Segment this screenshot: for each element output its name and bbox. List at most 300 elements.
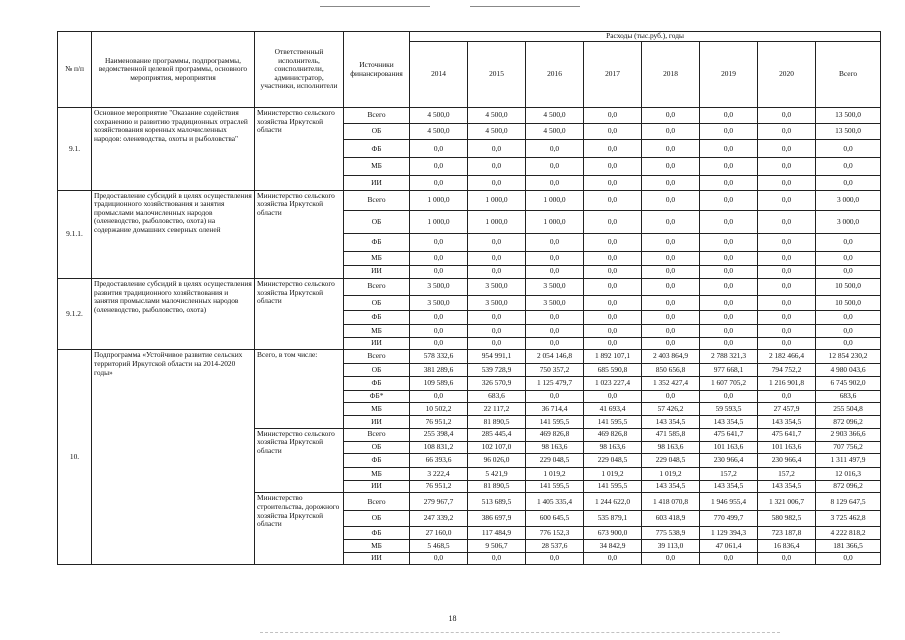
year-value: 770 499,7 xyxy=(700,511,758,527)
year-value: 1 000,0 xyxy=(410,190,468,210)
year-value: 0,0 xyxy=(642,190,700,210)
table-row xyxy=(58,190,881,210)
total-value: 8 129 647,5 xyxy=(816,493,881,511)
total-value: 872 096,2 xyxy=(816,416,881,428)
row-number: 9.1. xyxy=(58,108,92,191)
year-value: 1 352 427,4 xyxy=(642,377,700,390)
program-name: Предоставление субсидий в целях осуществления традиционного хозяйствования и занятия промыслами малочисленных народов (оленеводство, рыболовство, охота) на содержание домашних северных оленей xyxy=(92,190,255,278)
total-value: 3 000,0 xyxy=(816,190,881,210)
year-value: 0,0 xyxy=(700,176,758,191)
total-value: 12 016,3 xyxy=(816,467,881,480)
year-value: 0,0 xyxy=(526,234,584,252)
responsible-executor: Министерство сельского хозяйства Иркутской области xyxy=(255,428,344,493)
year-value: 0,0 xyxy=(758,108,816,124)
header-year: Всего xyxy=(816,42,881,108)
program-name: Предоставление субсидий в целях осуществления развития традиционного хозяйствования и занятия промыслами малочисленных народов (оленеводство, рыболовство, охота) xyxy=(92,278,255,349)
year-value: 0,0 xyxy=(758,176,816,191)
year-value: 0,0 xyxy=(642,338,700,350)
year-value: 0,0 xyxy=(410,338,468,350)
year-value: 101 163,6 xyxy=(700,441,758,453)
year-value: 0,0 xyxy=(700,278,758,295)
total-value: 0,0 xyxy=(816,158,881,176)
year-value: 102 107,0 xyxy=(468,441,526,453)
funding-source: ИИ xyxy=(344,338,410,350)
year-value: 0,0 xyxy=(410,234,468,252)
year-value: 0,0 xyxy=(642,210,700,233)
year-value: 143 354,5 xyxy=(642,481,700,493)
funding-source: ФБ xyxy=(344,454,410,467)
year-value: 850 656,8 xyxy=(642,363,700,376)
program-name: Подпрограмма «Устойчивое развитие сельских территорий Иркутской области на 2014-2020 годы» xyxy=(92,350,255,565)
total-value: 0,0 xyxy=(816,234,881,252)
year-value: 143 354,5 xyxy=(758,416,816,428)
funding-source: ИИ xyxy=(344,176,410,191)
funding-source: ИИ xyxy=(344,416,410,428)
year-value: 247 339,2 xyxy=(410,511,468,527)
year-value: 0,0 xyxy=(642,324,700,337)
year-value: 1 418 070,8 xyxy=(642,493,700,511)
total-value: 255 504,8 xyxy=(816,402,881,415)
year-value: 683,6 xyxy=(468,390,526,402)
year-value: 471 585,8 xyxy=(642,428,700,441)
year-value: 1 019,2 xyxy=(584,467,642,480)
funding-source: ИИ xyxy=(344,552,410,564)
year-value: 0,0 xyxy=(642,234,700,252)
total-value: 0,0 xyxy=(816,311,881,324)
year-value: 22 117,2 xyxy=(468,402,526,415)
year-value: 0,0 xyxy=(468,324,526,337)
year-value: 141 595,5 xyxy=(584,481,642,493)
table-row xyxy=(58,278,881,295)
year-value: 469 826,8 xyxy=(584,428,642,441)
year-value: 750 357,2 xyxy=(526,363,584,376)
year-value: 0,0 xyxy=(700,552,758,564)
year-value: 0,0 xyxy=(584,210,642,233)
year-value: 117 484,9 xyxy=(468,526,526,539)
year-value: 3 500,0 xyxy=(526,278,584,295)
year-value: 3 500,0 xyxy=(468,295,526,311)
year-value: 0,0 xyxy=(758,210,816,233)
year-value: 1 019,2 xyxy=(526,467,584,480)
year-value: 3 500,0 xyxy=(410,295,468,311)
year-value: 2 403 864,9 xyxy=(642,350,700,363)
year-value: 513 689,5 xyxy=(468,493,526,511)
year-value: 4 500,0 xyxy=(410,123,468,140)
row-number: 9.1.1. xyxy=(58,190,92,278)
year-value: 0,0 xyxy=(642,176,700,191)
responsible-executor: Всего, в том числе: xyxy=(255,350,344,428)
funding-source: МБ xyxy=(344,158,410,176)
year-value: 578 332,6 xyxy=(410,350,468,363)
funding-source: ИИ xyxy=(344,481,410,493)
year-value: 5 468,5 xyxy=(410,540,468,552)
year-value: 0,0 xyxy=(700,108,758,124)
total-value: 0,0 xyxy=(816,552,881,564)
year-value: 47 061,4 xyxy=(700,540,758,552)
table-row xyxy=(58,108,881,124)
year-value: 1 892 107,1 xyxy=(584,350,642,363)
year-value: 0,0 xyxy=(584,176,642,191)
year-value: 685 590,8 xyxy=(584,363,642,376)
year-value: 0,0 xyxy=(758,390,816,402)
year-value: 723 187,8 xyxy=(758,526,816,539)
year-value: 600 645,5 xyxy=(526,511,584,527)
total-value: 872 096,2 xyxy=(816,481,881,493)
year-value: 0,0 xyxy=(758,190,816,210)
year-value: 109 589,6 xyxy=(410,377,468,390)
year-value: 469 826,8 xyxy=(526,428,584,441)
total-value: 0,0 xyxy=(816,324,881,337)
total-value: 12 854 230,2 xyxy=(816,350,881,363)
year-value: 0,0 xyxy=(410,140,468,158)
year-value: 1 000,0 xyxy=(468,210,526,233)
header-responsible: Ответственный исполнитель, соисполнители, администратор, участники, исполнители xyxy=(255,32,344,108)
funding-source: ОБ xyxy=(344,363,410,376)
year-value: 0,0 xyxy=(758,252,816,265)
year-value: 255 398,4 xyxy=(410,428,468,441)
year-value: 0,0 xyxy=(642,390,700,402)
year-value: 1 000,0 xyxy=(526,210,584,233)
year-value: 39 113,0 xyxy=(642,540,700,552)
year-value: 229 048,5 xyxy=(642,454,700,467)
year-value: 143 354,5 xyxy=(758,481,816,493)
year-value: 5 421,9 xyxy=(468,467,526,480)
year-value: 0,0 xyxy=(468,176,526,191)
year-value: 3 500,0 xyxy=(468,278,526,295)
total-value: 4 980 043,6 xyxy=(816,363,881,376)
total-value: 0,0 xyxy=(816,265,881,278)
year-value: 3 222,4 xyxy=(410,467,468,480)
funding-source: ФБ xyxy=(344,526,410,539)
total-value: 707 756,2 xyxy=(816,441,881,453)
year-value: 0,0 xyxy=(584,108,642,124)
year-value: 41 693,4 xyxy=(584,402,642,415)
year-value: 16 836,4 xyxy=(758,540,816,552)
year-value: 0,0 xyxy=(410,324,468,337)
funding-source: ФБ xyxy=(344,377,410,390)
year-value: 0,0 xyxy=(700,123,758,140)
year-value: 1 405 335,4 xyxy=(526,493,584,511)
year-value: 0,0 xyxy=(584,140,642,158)
year-value: 0,0 xyxy=(642,278,700,295)
year-value: 0,0 xyxy=(410,176,468,191)
year-value: 143 354,5 xyxy=(700,416,758,428)
year-value: 66 393,6 xyxy=(410,454,468,467)
year-value: 0,0 xyxy=(410,390,468,402)
year-value: 0,0 xyxy=(700,324,758,337)
year-value: 0,0 xyxy=(584,190,642,210)
year-value: 580 982,5 xyxy=(758,511,816,527)
year-value: 535 879,1 xyxy=(584,511,642,527)
year-value: 0,0 xyxy=(758,295,816,311)
row-number: 9.1.2. xyxy=(58,278,92,349)
year-value: 0,0 xyxy=(700,190,758,210)
table-body xyxy=(58,108,881,565)
total-value: 3 000,0 xyxy=(816,210,881,233)
year-value: 539 728,9 xyxy=(468,363,526,376)
header-year: 2016 xyxy=(526,42,584,108)
program-name: Основное мероприятие "Оказание содействия сохранению и развитию традиционных отраслей хозяйствования коренных малочисленных народов: оленеводства, охоты и рыболовства" xyxy=(92,108,255,191)
funding-source: ИИ xyxy=(344,265,410,278)
year-value: 0,0 xyxy=(526,158,584,176)
header-expenses: Расходы (тыс.руб.), годы xyxy=(410,32,881,42)
total-value: 2 903 366,6 xyxy=(816,428,881,441)
year-value: 3 500,0 xyxy=(410,278,468,295)
funding-source: ФБ* xyxy=(344,390,410,402)
year-value: 3 500,0 xyxy=(526,295,584,311)
header-year: 2014 xyxy=(410,42,468,108)
year-value: 0,0 xyxy=(410,265,468,278)
year-value: 98 163,6 xyxy=(526,441,584,453)
total-value: 1 311 497,9 xyxy=(816,454,881,467)
year-value: 0,0 xyxy=(700,295,758,311)
year-value: 0,0 xyxy=(700,338,758,350)
year-value: 0,0 xyxy=(642,123,700,140)
year-value: 0,0 xyxy=(584,234,642,252)
year-value: 0,0 xyxy=(758,278,816,295)
year-value: 34 842,9 xyxy=(584,540,642,552)
year-value: 230 966,4 xyxy=(758,454,816,467)
year-value: 4 500,0 xyxy=(410,108,468,124)
year-value: 96 026,0 xyxy=(468,454,526,467)
year-value: 794 752,2 xyxy=(758,363,816,376)
year-value: 0,0 xyxy=(758,265,816,278)
year-value: 76 951,2 xyxy=(410,481,468,493)
total-value: 13 500,0 xyxy=(816,108,881,124)
responsible-executor: Министерство сельского хозяйства Иркутской области xyxy=(255,108,344,191)
year-value: 775 538,9 xyxy=(642,526,700,539)
year-value: 0,0 xyxy=(642,108,700,124)
year-value: 0,0 xyxy=(468,552,526,564)
year-value: 0,0 xyxy=(758,140,816,158)
funding-source: МБ xyxy=(344,540,410,552)
funding-source: Всего xyxy=(344,350,410,363)
year-value: 386 697,9 xyxy=(468,511,526,527)
year-value: 0,0 xyxy=(584,324,642,337)
year-value: 0,0 xyxy=(584,390,642,402)
year-value: 98 163,6 xyxy=(584,441,642,453)
funding-source: ФБ xyxy=(344,234,410,252)
funding-source: Всего xyxy=(344,108,410,124)
year-value: 141 595,5 xyxy=(526,481,584,493)
year-value: 1 946 955,4 xyxy=(700,493,758,511)
funding-source: Всего xyxy=(344,493,410,511)
total-value: 4 222 818,2 xyxy=(816,526,881,539)
year-value: 98 163,6 xyxy=(642,441,700,453)
year-value: 2 182 466,4 xyxy=(758,350,816,363)
year-value: 1 321 006,7 xyxy=(758,493,816,511)
year-value: 0,0 xyxy=(758,311,816,324)
year-value: 1 129 394,3 xyxy=(700,526,758,539)
year-value: 108 831,2 xyxy=(410,441,468,453)
year-value: 0,0 xyxy=(758,324,816,337)
year-value: 1 244 622,0 xyxy=(584,493,642,511)
year-value: 0,0 xyxy=(410,311,468,324)
total-value: 0,0 xyxy=(816,140,881,158)
row-number: 10. xyxy=(58,350,92,565)
year-value: 0,0 xyxy=(468,265,526,278)
funding-source: МБ xyxy=(344,252,410,265)
year-value: 2 788 321,3 xyxy=(700,350,758,363)
page-number: 18 xyxy=(448,614,457,623)
year-value: 0,0 xyxy=(584,295,642,311)
total-value: 683,6 xyxy=(816,390,881,402)
funding-source: МБ xyxy=(344,402,410,415)
year-value: 4 500,0 xyxy=(526,123,584,140)
year-value: 0,0 xyxy=(758,123,816,140)
header-year: 2020 xyxy=(758,42,816,108)
year-value: 4 500,0 xyxy=(468,108,526,124)
year-value: 1 216 901,8 xyxy=(758,377,816,390)
year-value: 0,0 xyxy=(642,140,700,158)
year-value: 76 951,2 xyxy=(410,416,468,428)
year-value: 0,0 xyxy=(526,324,584,337)
year-value: 141 595,5 xyxy=(526,416,584,428)
year-value: 0,0 xyxy=(584,338,642,350)
year-value: 27 160,0 xyxy=(410,526,468,539)
year-value: 141 595,5 xyxy=(584,416,642,428)
total-value: 0,0 xyxy=(816,252,881,265)
year-value: 0,0 xyxy=(584,252,642,265)
year-value: 0,0 xyxy=(642,295,700,311)
funding-source: ФБ xyxy=(344,140,410,158)
year-value: 0,0 xyxy=(584,265,642,278)
total-value: 13 500,0 xyxy=(816,123,881,140)
year-value: 101 163,6 xyxy=(758,441,816,453)
year-value: 0,0 xyxy=(700,252,758,265)
responsible-executor: Министерство строительства, дорожного хозяйства Иркутской области xyxy=(255,493,344,565)
funding-source: МБ xyxy=(344,324,410,337)
year-value: 0,0 xyxy=(584,278,642,295)
year-value: 0,0 xyxy=(700,140,758,158)
year-value: 0,0 xyxy=(584,123,642,140)
year-value: 230 966,4 xyxy=(700,454,758,467)
funding-source: ОБ xyxy=(344,210,410,233)
year-value: 229 048,5 xyxy=(584,454,642,467)
funding-source: Всего xyxy=(344,278,410,295)
year-value: 28 537,6 xyxy=(526,540,584,552)
year-value: 0,0 xyxy=(526,252,584,265)
year-value: 0,0 xyxy=(642,265,700,278)
total-value: 6 745 902,0 xyxy=(816,377,881,390)
year-value: 0,0 xyxy=(526,140,584,158)
year-value: 0,0 xyxy=(526,265,584,278)
header-year: 2017 xyxy=(584,42,642,108)
funding-source: ОБ xyxy=(344,123,410,140)
header-year: 2019 xyxy=(700,42,758,108)
year-value: 0,0 xyxy=(700,234,758,252)
year-value: 157,2 xyxy=(758,467,816,480)
year-value: 4 500,0 xyxy=(526,108,584,124)
year-value: 0,0 xyxy=(468,140,526,158)
year-value: 0,0 xyxy=(584,158,642,176)
total-value: 0,0 xyxy=(816,176,881,191)
year-value: 1 000,0 xyxy=(468,190,526,210)
year-value: 143 354,5 xyxy=(700,481,758,493)
year-value: 81 890,5 xyxy=(468,481,526,493)
funding-source: ОБ xyxy=(344,295,410,311)
funding-source: ОБ xyxy=(344,511,410,527)
year-value: 0,0 xyxy=(758,552,816,564)
year-value: 0,0 xyxy=(468,158,526,176)
year-value: 0,0 xyxy=(758,158,816,176)
year-value: 0,0 xyxy=(642,158,700,176)
total-value: 3 725 462,8 xyxy=(816,511,881,527)
year-value: 954 991,1 xyxy=(468,350,526,363)
header-num: № п/п xyxy=(58,32,92,108)
year-value: 475 641,7 xyxy=(700,428,758,441)
total-value: 10 500,0 xyxy=(816,278,881,295)
year-value: 0,0 xyxy=(526,390,584,402)
year-value: 0,0 xyxy=(642,252,700,265)
year-value: 0,0 xyxy=(526,311,584,324)
year-value: 0,0 xyxy=(584,311,642,324)
scan-mark-right xyxy=(470,6,580,12)
year-value: 673 900,0 xyxy=(584,526,642,539)
year-value: 10 502,2 xyxy=(410,402,468,415)
funding-source: ОБ xyxy=(344,441,410,453)
table-row xyxy=(58,350,881,363)
expense-table xyxy=(57,31,881,565)
year-value: 0,0 xyxy=(468,234,526,252)
year-value: 36 714,4 xyxy=(526,402,584,415)
year-value: 0,0 xyxy=(526,552,584,564)
year-value: 776 152,3 xyxy=(526,526,584,539)
year-value: 0,0 xyxy=(410,158,468,176)
header-year: 2015 xyxy=(468,42,526,108)
scan-mark-left xyxy=(320,6,430,12)
year-value: 603 418,9 xyxy=(642,511,700,527)
responsible-executor: Министерство сельского хозяйства Иркутской области xyxy=(255,190,344,278)
responsible-executor: Министерство сельского хозяйства Иркутской области xyxy=(255,278,344,349)
year-value: 0,0 xyxy=(758,338,816,350)
header-sources: Источники финансирования xyxy=(344,32,410,108)
year-value: 0,0 xyxy=(700,265,758,278)
year-value: 326 570,9 xyxy=(468,377,526,390)
year-value: 229 048,5 xyxy=(526,454,584,467)
year-value: 0,0 xyxy=(410,252,468,265)
year-value: 4 500,0 xyxy=(468,123,526,140)
funding-source: Всего xyxy=(344,190,410,210)
year-value: 0,0 xyxy=(526,176,584,191)
year-value: 1 000,0 xyxy=(410,210,468,233)
year-value: 57 426,2 xyxy=(642,402,700,415)
funding-source: МБ xyxy=(344,467,410,480)
year-value: 27 457,9 xyxy=(758,402,816,415)
year-value: 279 967,7 xyxy=(410,493,468,511)
year-value: 0,0 xyxy=(584,552,642,564)
year-value: 0,0 xyxy=(642,552,700,564)
year-value: 0,0 xyxy=(468,252,526,265)
year-value: 0,0 xyxy=(526,338,584,350)
total-value: 181 366,5 xyxy=(816,540,881,552)
year-value: 1 000,0 xyxy=(526,190,584,210)
year-value: 381 289,6 xyxy=(410,363,468,376)
year-value: 9 506,7 xyxy=(468,540,526,552)
year-value: 0,0 xyxy=(700,311,758,324)
year-value: 143 354,5 xyxy=(642,416,700,428)
year-value: 2 054 146,8 xyxy=(526,350,584,363)
funding-source: Всего xyxy=(344,428,410,441)
total-value: 10 500,0 xyxy=(816,295,881,311)
year-value: 0,0 xyxy=(468,311,526,324)
year-value: 475 641,7 xyxy=(758,428,816,441)
year-value: 1 607 705,2 xyxy=(700,377,758,390)
year-value: 0,0 xyxy=(758,234,816,252)
year-value: 81 890,5 xyxy=(468,416,526,428)
year-value: 977 668,1 xyxy=(700,363,758,376)
year-value: 0,0 xyxy=(700,390,758,402)
